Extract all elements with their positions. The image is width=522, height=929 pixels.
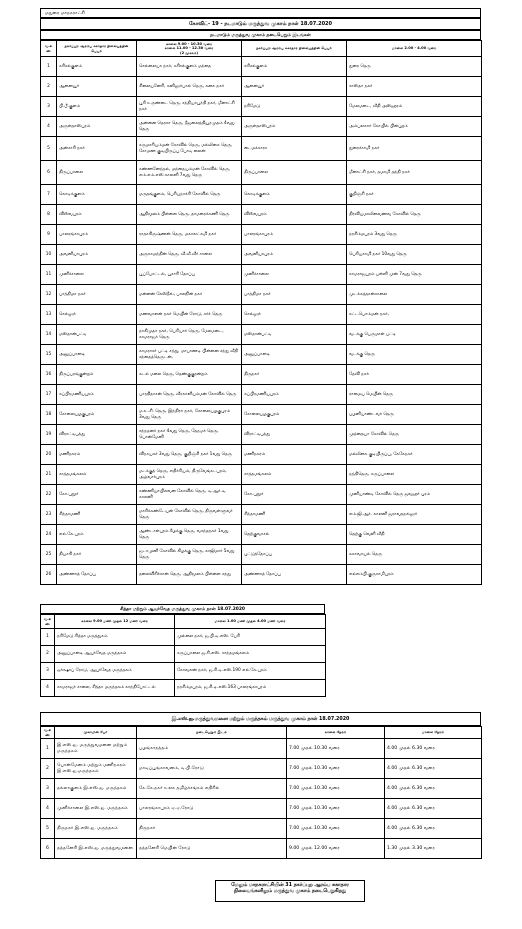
table-cell: சாத்தமங்கலம் [57, 465, 137, 485]
table-cell: கண்ணியாயிலவன கோவில் தெரு, டி.ஆர்.டி. காலனி [137, 485, 242, 505]
table-cell: முனிச்சாலை [57, 265, 137, 285]
page-title-box [40, 18, 481, 30]
table-cell: எல்எம்பி.குருசாமிபுரம் [347, 565, 482, 585]
row-number-cell: 14 [41, 325, 57, 345]
table2-header-cell: வ.எண் [41, 615, 55, 629]
table1-header-row [41, 41, 482, 57]
table-cell: அருகாமந்தின் தெரு, வீ.வீ.வீர் சாலை [137, 245, 242, 265]
table-row [41, 77, 482, 97]
table-cell: தலைவிரிச்சான் தெரு, ஆதிமூலம் பிள்ளை சந்து [137, 565, 242, 585]
table-cell: தேவி நகர் [347, 365, 482, 385]
siddha-ayurveda-table [40, 614, 326, 697]
table-cell: மேலமடை, வீதி அஸ்ஹரம் [347, 97, 482, 117]
table-cell: 4.00 முதல் 6.30 வரை [385, 799, 482, 819]
table-cell: 7.00 முதல் 10.30 வரை [287, 779, 385, 799]
table-cell: அன்சாரி நகர் [57, 137, 137, 161]
table-cell: முத்தையா கோவில் தெரு [347, 425, 482, 445]
table-cell: தத்தனேரி இ.எஸ்.ஐ. மருத்துவமனை [55, 839, 137, 859]
row-number-cell: 22 [41, 485, 57, 505]
table-cell: பூரி உருண்டை தெரு, சந்தியாபூர்தி நகர், மீனாட்சி நகர் [137, 97, 242, 117]
table-cell: பழனியாண்டவர் தெரு [347, 405, 482, 425]
table-cell: ஆதிமூலம் பிள்ளை தெரு, தாமரைக்கணி தெரு [137, 205, 242, 225]
table-cell: நாகிமுதா நகர், பெரியார் தெரு, மேலமடை, காமராஜர் தெரு [137, 325, 242, 345]
table-cell: அண்ணாத் தோப்பு [242, 565, 347, 585]
table-cell: புட்டுத்தோப்பு [242, 545, 347, 565]
table-row [41, 225, 482, 245]
table-row [41, 425, 482, 445]
table-cell: கே.கே.நகர் உலக தமிழ்ச்சங்கம் எதிரில் [137, 779, 287, 799]
row-number-cell: 24 [41, 525, 57, 545]
table-cell: பெரியசாமி நகர் 10வது தெரு [347, 245, 482, 265]
table-cell: அண்ணாத் தோப்பு [57, 565, 137, 585]
table-cell: சுப்பிரமணியபுரம் [242, 385, 347, 405]
table-cell: விஸ்வபுரம் [57, 205, 137, 225]
row-number-cell: 18 [41, 405, 57, 425]
table-cell: ம.உ.சி. தெரு, இந்திரா நகர், சோலையழகுபுரம் 3வது தெரு [137, 405, 242, 425]
table-cell: 7.00 முதல் 10.30 வரை [287, 799, 385, 819]
table1-header-cell: நகர்ப்புற ஆரம்ப சுகாதார நிலையத்தின் பெயர் [242, 41, 347, 57]
row-number-cell: 5 [41, 137, 57, 161]
table-cell: 1.30 முதல் 3.30 வரை [385, 839, 482, 859]
table-row [41, 819, 482, 839]
table-row [41, 57, 482, 77]
table-cell: அவனியாபுரம் [57, 245, 137, 265]
table-cell: 4.00 முதல் 6.30 வரை [385, 819, 482, 839]
table-cell: திருநகர் [137, 819, 287, 839]
table-cell: எம்.ஜி.ஆர். காலனி ஜராவதநல்லூர் [347, 505, 482, 525]
table-cell: சுகாவாயல் தெரு [347, 545, 482, 565]
table-row [41, 545, 482, 565]
row-number-cell: 4 [41, 117, 57, 137]
table-cell: அனுப்பானடி [57, 345, 137, 365]
table-cell: பூப்போட்டல், பூசாரி தோப்பு [137, 265, 242, 285]
table-cell: கரிசல்குளம் [57, 57, 137, 77]
row-number-cell: 4 [41, 680, 55, 697]
table-cell: சிந்தாமணி [57, 505, 137, 525]
table-cell: நந்திதெரு, கருப்பாலை [347, 465, 482, 485]
table-row [41, 779, 482, 799]
table2-title: சித்தா மற்றும் ஆயுர்வேத மருத்துவ முகாம் நாள் 18.07.2020 [120, 607, 245, 612]
table-cell: டைமக்காரா [242, 137, 347, 161]
table-cell: கோவலன் நகர், ஜ.சி.டி.எஸ்.190 எல்.கே.புரம் [175, 663, 326, 680]
table-cell: திருப்பாலை [57, 161, 137, 185]
table-cell: பொன்மேனம் மற்றும் மணிநகரம் இ.எஸ்.ஐ.மருந்தகம் [55, 759, 137, 779]
table-cell: ராதாகிருஷ்ணன் தெரு, மகாலட்சுமி நகர் [137, 225, 242, 245]
table-cell: நரிமேடு சித்தா மருத்துகம் [55, 629, 175, 646]
table-cell: சோலையழகுபுரம் [242, 405, 347, 425]
table-row [41, 405, 482, 425]
table-cell: வடக்கு தெரு [347, 345, 482, 365]
row-number-cell: 12 [41, 285, 57, 305]
table-cell: 7.00 முதல் 10.30 வரை [287, 819, 385, 839]
table-row [41, 305, 482, 325]
row-number-cell: 3 [41, 97, 57, 117]
table-cell: திரவியமாலிவைணவ கோவில் தெரு [347, 205, 482, 225]
table1-header-cell: நகர்ப்புற ஆரம்ப சுகாதார நிலையத்தின் பெயர் [57, 41, 137, 57]
table3-header-row [41, 727, 482, 739]
row-number-cell: 2 [41, 77, 57, 97]
table-cell: திருநகர் [242, 365, 347, 385]
row-number-cell: 6 [41, 839, 55, 859]
footer-note-box [215, 880, 365, 902]
table-cell: சந்நதனர் நகர் 4வது தெரு, தேநமர் தெரு, பொன்மேனி [137, 425, 242, 445]
table-cell: செல்லையா நகர், கரிசல்குளம் மந்தை [137, 57, 242, 77]
table-cell: கரிசல்குளம் [242, 57, 347, 77]
table-cell: சிலையனேரி, கனிலூர்பால் தெரு, கனக நகர் [137, 77, 242, 97]
table-row [41, 185, 482, 205]
row-number-cell: 10 [41, 245, 57, 265]
table-cell: தத்தனேரி மெயின் ரோடு [137, 839, 287, 859]
table-cell: பி.பீ.குளம் [57, 97, 137, 117]
table-cell: சுப்பிரமணியபுரம் [57, 385, 137, 405]
row-number-cell: 2 [41, 646, 55, 663]
table-cell: காமராசர் பட்டி சந்து, மாபாணடி பின்னை சந்து வீதி சந்தைத்தெருடன், [137, 345, 242, 365]
table-cell: ராமைய மெயின் தெரு [347, 385, 482, 405]
table3-header-cell: முகாமின் பேர் [55, 727, 137, 739]
table-cell: கொடிக்குளம் [57, 185, 137, 205]
table-row [41, 525, 482, 545]
table-cell: சுடல் மலை தெரு, தெண்குகுரன்றம் [137, 365, 242, 385]
table-cell: மீனாட்சி நகர், தமாமி தந்தி நகர் [347, 161, 482, 185]
table-cell: குறிஞ்சி நகர் [347, 185, 482, 205]
table-cell: மாடிப்பூங்காவனம், டி.பி.ரோடு [137, 759, 287, 779]
table-cell: கருப்பாலை ஜ.சி.எஸ். சாந்தமங்கலம் [175, 646, 326, 663]
row-number-cell: 20 [41, 445, 57, 465]
row-number-cell: 26 [41, 565, 57, 585]
row-number-cell: 21 [41, 465, 57, 485]
row-number-cell: 11 [41, 265, 57, 285]
mobile-camp-table [40, 40, 482, 585]
row-number-cell: 23 [41, 505, 57, 525]
table-row [41, 485, 482, 505]
table-cell: மஸ்தான்பட்டி [57, 325, 137, 345]
table-cell: விராட்டிபத்து [57, 425, 137, 445]
municipality-name: மதுரை மாநகராட்சி [45, 11, 85, 16]
table-cell: அருள்தாஸ்புரம் [57, 117, 137, 137]
table-cell: தெற்குவாசல் [242, 525, 347, 545]
table-cell: பாத்திமா நகர் [57, 285, 137, 305]
row-number-cell: 8 [41, 205, 57, 225]
table3-header-cell: மாலை நேரம் [385, 727, 482, 739]
row-number-cell: 19 [41, 425, 57, 445]
table-cell: செல்லூர் [57, 305, 137, 325]
row-number-cell: 7 [41, 185, 57, 205]
table-cell: விராட்டிபத்து [242, 425, 347, 445]
table-row [41, 137, 482, 161]
table-row [41, 325, 482, 345]
table-cell: 7.00 முதல் 10.30 வரை [287, 739, 385, 759]
table1-header-cell: காலை 9.00 - 10.30 வரை காலை 11.00 - 12.30 வரை (2 முகாம்) [137, 41, 242, 57]
table-cell: பாத்திமா நகர் [242, 285, 347, 305]
table-cell: அம்பலகார் கோயில் பின்புறம் [347, 117, 482, 137]
row-number-cell: 16 [41, 365, 57, 385]
table-cell: 4.00 முதல் 6.30 வரை [385, 779, 482, 799]
table-cell: சாத்தமங்கலம் [242, 465, 347, 485]
table-cell: விநாயகர் 3வது தெரு, குறிஞ்சி நகர் 1வது தெரு [137, 445, 242, 465]
table-cell: காமராஜபுரம் பள்ளி முன் 7வது தெரு [347, 265, 482, 285]
table-cell: மணவாளன் நகர் மெயின் ரோடு, சர்ச் தெரு [137, 305, 242, 325]
table-cell: முடக்கத்தான்சாலை [347, 285, 482, 305]
table-row [41, 205, 482, 225]
table-cell: அனுப்பானடி [242, 345, 347, 365]
municipality-header-box [40, 8, 481, 18]
table-cell: ஜடாமுனி கோவில் கிழக்கு தெரு, காஜிமார் 5வது தெரு [137, 545, 242, 565]
table-row [41, 739, 482, 759]
table-cell: மணிநகரம் [57, 445, 137, 465]
table-row [41, 799, 482, 819]
table-row [41, 839, 482, 859]
table-cell: காமராஜர் சாலை, சித்தா மருந்தகம் காந்திபோட்டல் [55, 680, 175, 697]
row-number-cell: 3 [41, 663, 55, 680]
table-row [41, 629, 326, 646]
table-cell: பாலரங்காபுரம் ஏ.ஏ.ரோடு [137, 799, 287, 819]
table-cell: மடக்குத் தெரு, எதிர்சியம், திருவேங்கடபுரம், அழ்வார்புரம் [137, 465, 242, 485]
table-cell: கட்டபொம்மன் நகர், [347, 305, 482, 325]
table-cell: மணிநகரம் [242, 445, 347, 465]
table-row [41, 365, 482, 385]
table-cell: அன்னை தெரசா தெரு, தீஜலைத்தியூரமுதம் 4வது தெரு [137, 117, 242, 137]
row-number-cell: 2 [41, 759, 55, 779]
row-number-cell: 1 [41, 739, 55, 759]
table-cell: கருமாரியம்மன் கோவில் தெரு, மல்லிகை தெரு, சோமண குடியிருப்பு போடி லைன் [137, 137, 242, 161]
table2-header-cell: காலை 9.00 மணி முதல் 12 மணி வரை [55, 615, 175, 629]
table-cell: இ.எஸ்.ஐ. மருத்துவமனை மற்றும் மருந்தகம் [55, 739, 137, 759]
table-cell: மன்னன் கேஸ்தீவ், பாலநின் நகர் [137, 285, 242, 305]
table-cell: கொடிக்குளம் [242, 185, 347, 205]
table-cell: விஸ்வபுரம் [242, 205, 347, 225]
esi-camp-table [40, 726, 482, 859]
table-cell: முல்லை நகர், ஜ.பி.டி.எஸ். பேரி [175, 629, 326, 646]
table-cell: தல்லாகுளம் இ.எஸ்.ஐ. மருந்தகம் [55, 779, 137, 799]
table3-title-box [40, 712, 481, 726]
table-cell: கோ.புதூர் [57, 485, 137, 505]
table-cell: அவனியாபுரம் [242, 245, 347, 265]
table-cell: தியாகி நகர் [57, 545, 137, 565]
table-cell: கோ.புதூர் [242, 485, 347, 505]
table-cell: திருப்பரங்குன்றம் [57, 365, 137, 385]
table-cell: பாலரங்காபுரம் [242, 225, 347, 245]
table-row [41, 445, 482, 465]
table-row [41, 345, 482, 365]
table3-header-cell: வ.எண் [41, 727, 55, 739]
table-row [41, 565, 482, 585]
row-number-cell: 3 [41, 779, 55, 799]
table3-header-cell: நடைபெறும் இடம் [137, 727, 287, 739]
table-row [41, 680, 326, 697]
table-cell: மஸ்தான்பட்டி [242, 325, 347, 345]
table-cell: மருதங்குளம், பெரியநாச்சி கோவில் தெரு [137, 185, 242, 205]
table-cell: பாலரங்காபுரம் [57, 225, 137, 245]
table-row [41, 285, 482, 305]
row-number-cell: 9 [41, 225, 57, 245]
row-number-cell: 25 [41, 545, 57, 565]
row-number-cell: 15 [41, 345, 57, 365]
table3-title: இ.எஸ்.ஐ.மருத்துவமனை மற்றும் மருந்தகம் மருத்துவ முகாம் நாள் 18.07.2020 [171, 717, 350, 722]
table-cell: எல்.கே.புரம் [57, 525, 137, 545]
table-cell: முனிச்சாலை இ.எஸ்.ஐ. மருந்தகம் [55, 799, 137, 819]
table1-subtitle: நடமாடும் மருத்துவ முகாம் நடைபெறும் இடங்கள் [210, 33, 311, 38]
table-cell: முனியாண்டி கோவில் தெரு ஜவஹர் புரம் [347, 485, 482, 505]
table2-header-row [41, 615, 326, 629]
table-cell: நரசிம்மபுரம் 3வது தெரு [347, 225, 482, 245]
table2-header-cell: மாலை 1.00 மணி முதல் 4.00 மணி வரை [175, 615, 326, 629]
table-row [41, 245, 482, 265]
table-cell: அனுப்பானடி ஆயுர்வேத மருந்தகம் [55, 646, 175, 663]
table3-header-cell: காலை நேரம் [287, 727, 385, 739]
table-row [41, 663, 326, 680]
table-row [41, 505, 482, 525]
row-number-cell: 17 [41, 385, 57, 405]
table-row [41, 465, 482, 485]
row-number-cell: 1 [41, 629, 55, 646]
table1-subtitle-box [40, 30, 481, 40]
table-cell: கண்ணனேந்தல், மந்தையம்மன் கோவில் தெரு, எம்.எம்.எஸ் காலனி 7வது தெரு [137, 161, 242, 185]
row-number-cell: 6 [41, 161, 57, 185]
table-cell: சோலையழகுபுரம் [57, 405, 137, 425]
table-cell: திருநகர் இ.எஸ்.ஐ. மருந்தகம் [55, 819, 137, 839]
footer-note: மேலும் மாநகராட்சியின் 31 நகர்ப்புற ஆரம்ப சுகாதார நிலையங்களிலும் மருத்துவ முகாம் நடைபெறுகிறது [231, 883, 349, 895]
table-cell: முனிச்சாலை [242, 265, 347, 285]
table-row [41, 385, 482, 405]
table-cell: சிந்தாமணி [242, 505, 347, 525]
table-cell: செல்லூர் [242, 305, 347, 325]
table-cell: பழங்காநத்தம் [137, 739, 287, 759]
row-number-cell: 1 [41, 57, 57, 77]
table-cell: தெற்கு வெளி வீதி [347, 525, 482, 545]
table-cell: திருப்பாலை [242, 161, 347, 185]
table-row [41, 97, 482, 117]
table-row [41, 646, 326, 663]
page-title: கோவிட்- 19 - நடமாடும் மருத்துவ முகாம் நாள் 18.07.2020 [188, 21, 332, 27]
table1-header-cell: மாலை 2.00 - 4.00 வரை [347, 41, 482, 57]
table-cell: சாஸ்தா நகர் [347, 77, 482, 97]
table-cell: மல்லிகை குடியிருப்பு, கேகேநகர் [347, 445, 482, 465]
table-row [41, 161, 482, 185]
table1-header-cell: வ.எண் [41, 41, 57, 57]
table-row [41, 117, 482, 137]
row-number-cell: 13 [41, 305, 57, 325]
table-cell: நரசிம்மபுரம், ஜ.சி.டி.எஸ்.163 பாலரங்காபுரம் [175, 680, 326, 697]
table-cell: நரிமேடு [242, 97, 347, 117]
table-cell: 4.00 முதல் 6.30 வரை [385, 759, 482, 779]
table-cell: மாரிக்கண்டேயன் கோவில் தெரு, திருவள்ளுவர் தெரு [137, 505, 242, 525]
table-cell: துரை தெரு [347, 57, 482, 77]
table-cell: 7.00 முதல் 10.30 வரை [287, 759, 385, 779]
table2-title-box [40, 604, 325, 614]
table-cell: ஆனையூர் [242, 77, 347, 97]
row-number-cell: 5 [41, 819, 55, 839]
table-cell: ஒர்க்ஷாப் ரோடு, ஆயுர்வேத மருந்தகம் [55, 663, 175, 680]
table-cell: துரைச்சாமி நகர் [347, 137, 482, 161]
table-row [41, 759, 482, 779]
row-number-cell: 4 [41, 799, 55, 819]
table-row [41, 265, 482, 285]
table-cell: 4.00 முதல் 6.30 வரை [385, 739, 482, 759]
table-cell: பாரதிதாசன் தெரு, வீரகாளியம்மன் கோவில் தெரு [137, 385, 242, 405]
table-cell: வடக்கு பெருமாள் பட்டி [347, 325, 482, 345]
table-cell: ஆண்டாள்புரம் கீழக்கு தெரு, வசந்தநகர் 1வது தெரு [137, 525, 242, 545]
table-cell: ஆனையூர் [57, 77, 137, 97]
table-cell: 9.00 முதல் 12.00 வரை [287, 839, 385, 859]
table-cell: அருள்தாஸ்புரம் [242, 117, 347, 137]
